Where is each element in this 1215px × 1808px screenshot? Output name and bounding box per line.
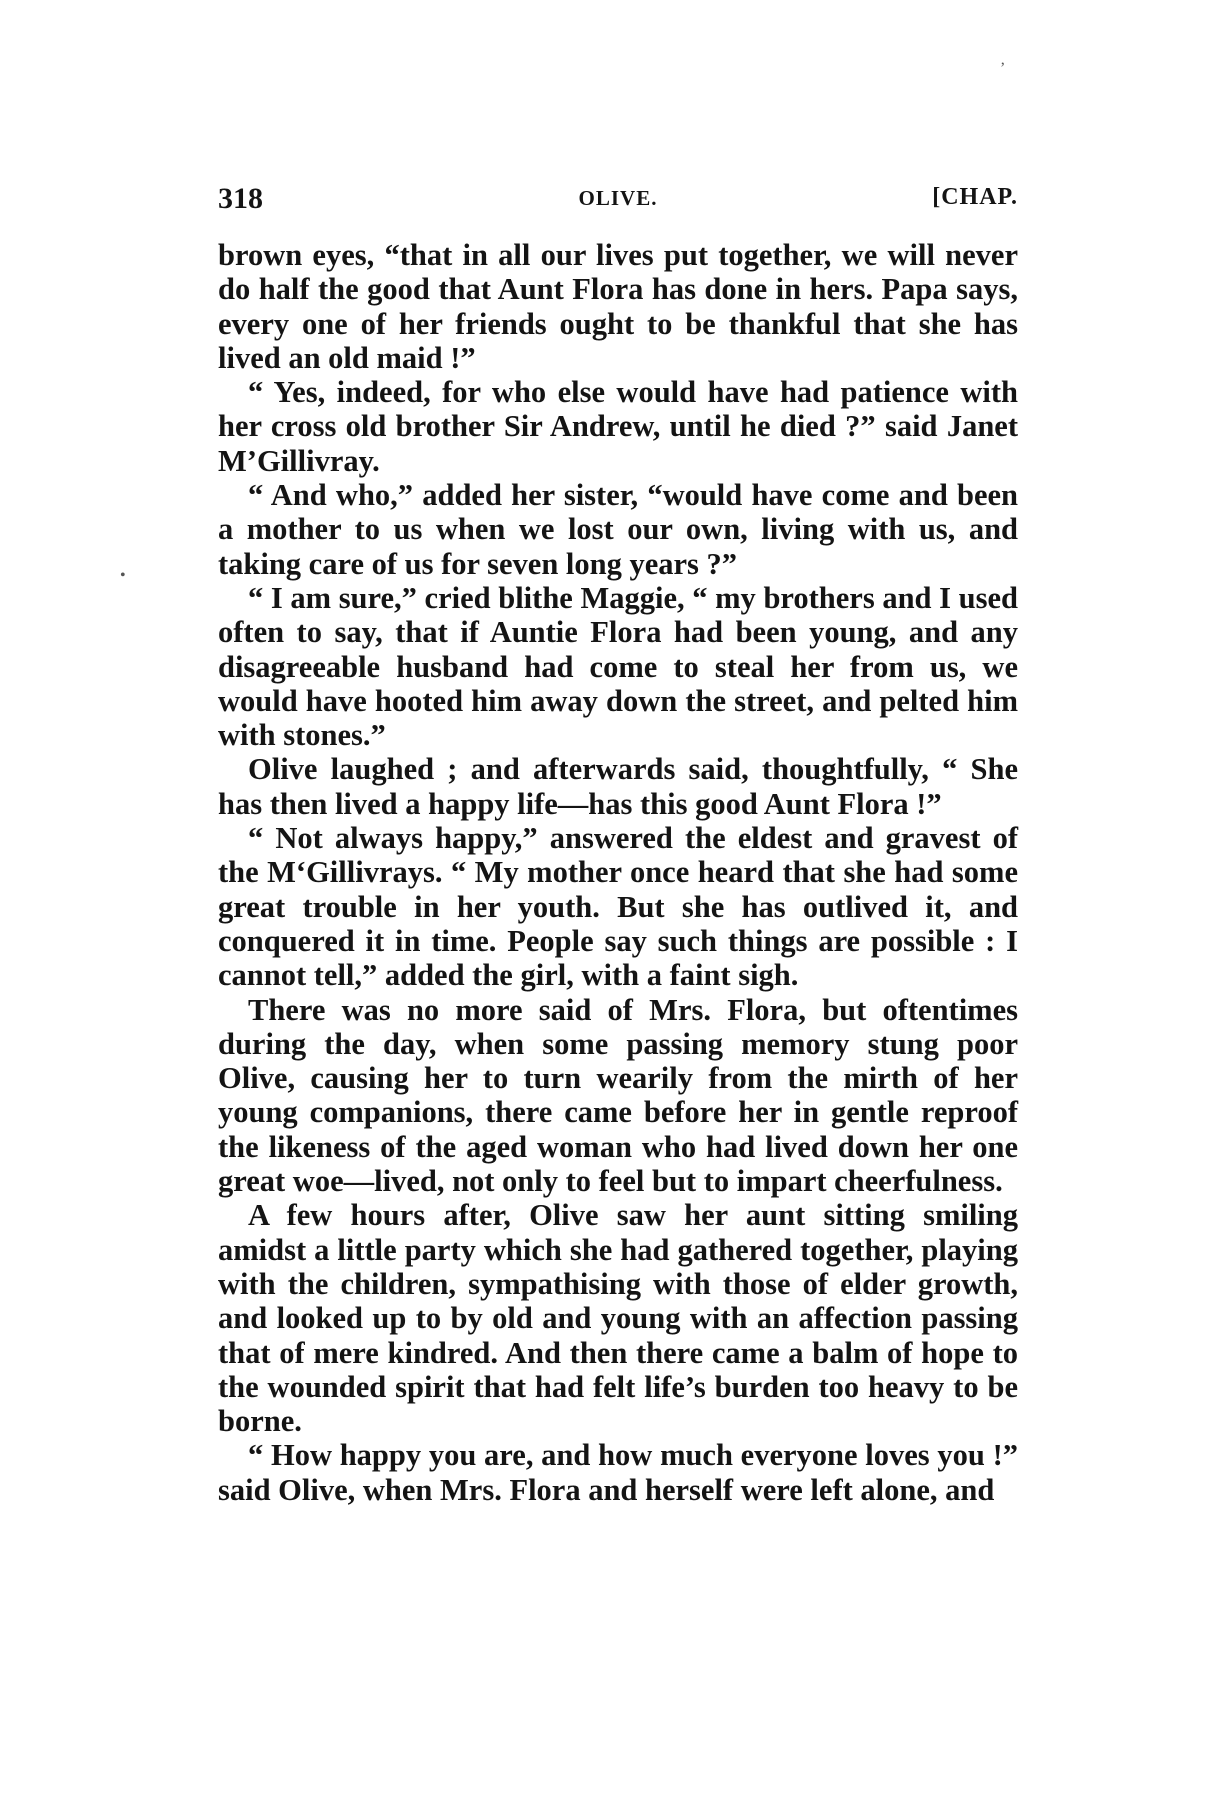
body-text bbox=[218, 238, 1018, 1507]
page-header bbox=[218, 182, 1018, 222]
paragraph: “ Not always happy,” answered the eldest and gravest of the M‘Gillivrays. “ My mother once heard that she had some great trouble in her youth. But she has outlived it, and conquered it in time. People say such things are possible : I cannot tell,” added the girl, with a faint sigh. bbox=[218, 821, 1018, 993]
paragraph: “ And who,” added her sister, “would have come and been a mother to us when we lost our own, living with us, and taking care of us for seven long years ?” bbox=[218, 478, 1018, 581]
paragraph: “ I am sure,” cried blithe Maggie, “ my brothers and I used often to say, that if Auntie Flora had been young, and any disagreeable husband had come to steal her from us, we would have hooted him away down the street, and pelted him with stones.” bbox=[218, 580, 1018, 753]
paragraph: brown eyes, “that in all our lives put together, we will never do half the good that Aunt Flora has done in hers. Papa says, every one of her friends ought to be thankful that she has lived an old maid !” bbox=[218, 238, 1018, 375]
chapter-mark: [CHAP. bbox=[932, 184, 1018, 210]
running-title: OLIVE. bbox=[578, 186, 658, 210]
ink-speck-mark: • bbox=[120, 567, 126, 584]
paragraph: Olive laughed ; and afterwards said, thoughtfully, “ She has then lived a happy life—has this good Aunt Flora !” bbox=[218, 752, 1018, 821]
paragraph: A few hours after, Olive saw her aunt sitting smiling amidst a little party which she had gathered together, playing with the children, sympathising with those of elder growth, and looked up to by old and young with an affection passing that of mere kindred. And then there came a balm of hope to the wounded spirit that had felt life’s burden too heavy to be borne. bbox=[218, 1198, 1018, 1439]
page-number: 318 bbox=[218, 182, 263, 215]
paragraph: “ How happy you are, and how much everyone loves you !” said Olive, when Mrs. Flora and herself were left alone, and bbox=[218, 1438, 1018, 1507]
paragraph: There was no more said of Mrs. Flora, but oftentimes during the day, when some passing memory stung poor Olive, causing her to turn wearily from the mirth of her young companions, there came before her in gentle reproof the likeness of the aged woman who had lived down her one great woe—lived, not only to feel but to impart cheerfulness. bbox=[218, 992, 1018, 1199]
ink-speck-mark: ’ bbox=[1000, 60, 1006, 77]
paragraph: “ Yes, indeed, for who else would have had patience with her cross old brother Sir Andrew, until he died ?” said Janet M’Gillivray. bbox=[218, 375, 1018, 478]
